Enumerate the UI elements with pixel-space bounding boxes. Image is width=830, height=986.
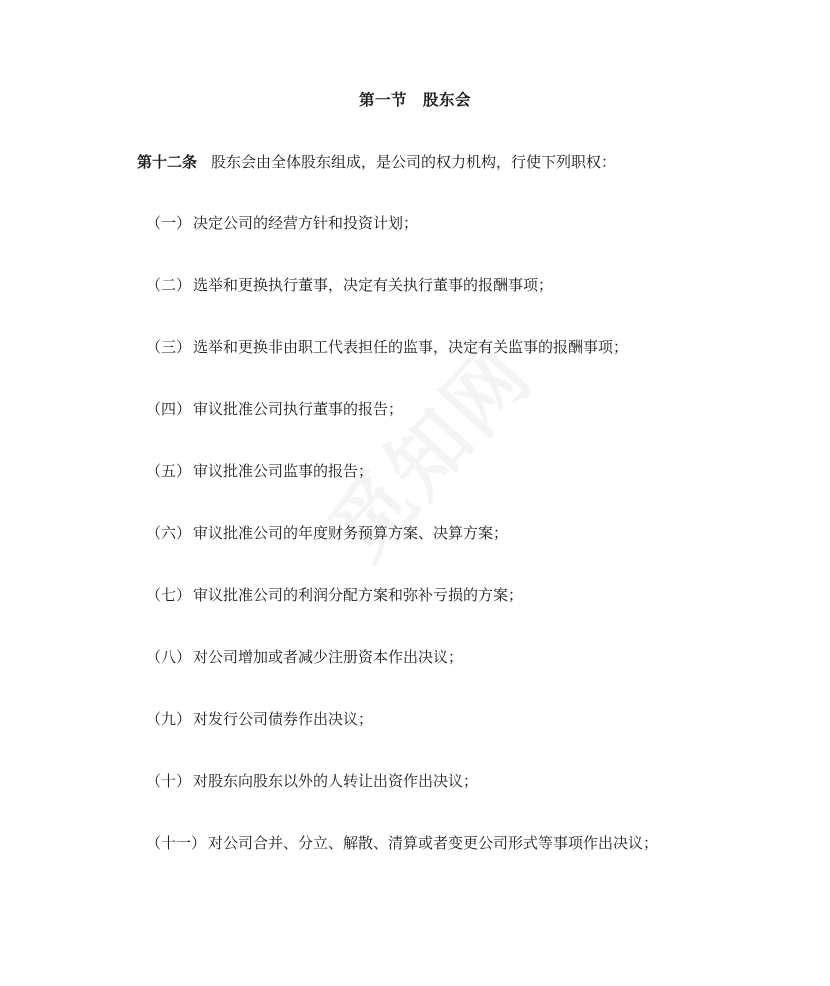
item-text: 决定公司的经营方针和投资计划； (193, 214, 419, 232)
list-item (146, 771, 658, 833)
item-index: （二） (146, 276, 192, 294)
list-item (146, 399, 658, 461)
item-text: 审议批准公司监事的报告； (193, 462, 374, 480)
item-text: 审议批准公司的利润分配方案和弥补亏损的方案； (193, 586, 524, 604)
item-text: 选举和更换非由职工代表担任的监事，决定有关监事的报酬事项； (193, 338, 629, 356)
list-item (146, 709, 658, 771)
list-item (146, 585, 658, 647)
item-index: （四） (146, 400, 192, 418)
item-index: （五） (146, 462, 192, 480)
list-item (146, 213, 658, 275)
list-item (146, 461, 658, 523)
list-item (146, 523, 658, 585)
item-text: 对股东向股东以外的人转让出资作出决议； (193, 772, 479, 790)
item-text: 对公司增加或者减少注册资本作出决议； (193, 648, 464, 666)
item-text: 审议批准公司执行董事的报告； (193, 400, 404, 418)
item-index: （七） (146, 586, 192, 604)
article-paragraph (137, 151, 616, 172)
section-title: 第一节 股东会 (358, 91, 471, 109)
list-item (146, 833, 658, 895)
item-index: （八） (146, 648, 192, 666)
list-item (146, 647, 658, 709)
item-index: （十一） (146, 834, 207, 852)
item-text: 选举和更换执行董事，决定有关执行董事的报酬事项； (193, 276, 554, 294)
item-index: （三） (146, 338, 192, 356)
item-index: （十） (146, 772, 192, 790)
article-number: 第十二条 (137, 153, 198, 171)
item-index: （六） (146, 524, 192, 542)
article-text: 股东会由全体股东组成，是公司的权力机构，行使下列职权： (211, 153, 617, 171)
item-text: 审议批准公司的年度财务预算方案、决算方案； (193, 524, 509, 542)
item-index: （九） (146, 710, 192, 728)
item-text: 对发行公司债券作出决议； (193, 710, 374, 728)
list-item (146, 275, 658, 337)
item-text: 对公司合并、分立、解散、清算或者变更公司形式等事项作出决议； (208, 834, 659, 852)
list-item (146, 337, 658, 399)
item-index: （一） (146, 214, 192, 232)
powers-list (146, 213, 658, 895)
